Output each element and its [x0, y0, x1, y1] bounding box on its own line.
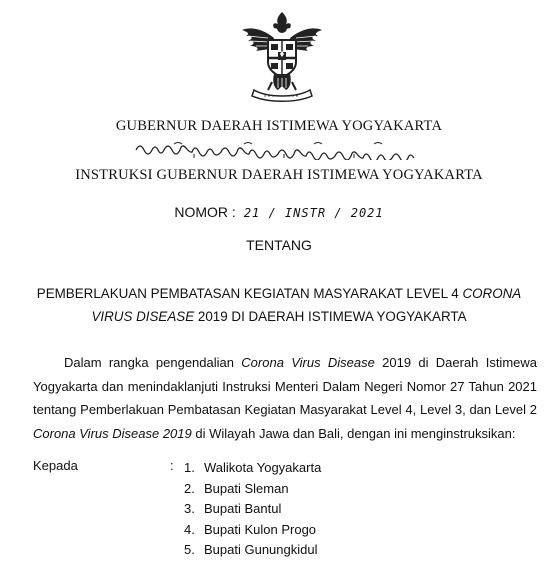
nomor-value: 21 / INSTR / 2021 — [243, 206, 384, 220]
subject-line2-italic: VIRUS DISEASE — [91, 309, 195, 324]
body-italic-2: Corona Virus Disease 2019 — [33, 425, 192, 441]
javanese-script-icon — [134, 140, 424, 160]
list-item-text: Bupati Kulon Progo — [204, 521, 317, 537]
list-item-text: Bupati Sleman — [204, 480, 289, 496]
garuda-emblem-icon — [238, 8, 326, 104]
list-item — [184, 540, 321, 561]
kepada-label: Kepada — [33, 458, 78, 473]
recipient-list — [184, 458, 321, 561]
list-item-number: 1. — [184, 460, 195, 475]
body-italic-1: Corona Virus Disease — [241, 355, 375, 370]
body-text-1: Dalam rangka pengendalian — [64, 355, 242, 370]
list-item — [184, 458, 321, 479]
body-paragraph — [33, 351, 537, 445]
nomor-line — [0, 204, 558, 220]
subject-line2-text: 2019 DI DAERAH ISTIMEWA YOGYAKARTA — [194, 309, 467, 324]
javanese-script-line — [0, 140, 558, 160]
body-text-3: di Wilayah Jawa dan Bali, dengan ini menginstruksikan: — [191, 425, 516, 441]
document-type-title: INSTRUKSI GUBERNUR DAERAH ISTIMEWA YOGYAKARTA — [75, 167, 483, 183]
list-item-text: Bupati Bantul — [204, 501, 282, 516]
list-item — [184, 520, 321, 541]
subject-line1-italic: CORONA — [462, 286, 522, 301]
list-item — [184, 479, 321, 500]
list-item-text: Walikota Yogyakarta — [204, 460, 322, 475]
subject-line1-text: PEMBERLAKUAN PEMBATASAN KEGIATAN MASYARAKAT LEVEL 4 — [36, 286, 463, 301]
subject-title — [0, 282, 558, 328]
list-item — [184, 499, 321, 520]
list-item-text: Bupati Gunungkidul — [204, 542, 318, 557]
nomor-label: NOMOR : — [174, 204, 236, 220]
list-item-number: 5. — [184, 542, 195, 557]
governor-title: GUBERNUR DAERAH ISTIMEWA YOGYAKARTA — [115, 118, 443, 134]
list-item-number: 4. — [184, 521, 195, 537]
list-item-number: 3. — [184, 501, 195, 516]
kepada-colon: : — [170, 458, 174, 473]
list-item-number: 2. — [184, 480, 195, 496]
tentang-heading: TENTANG — [246, 237, 312, 253]
body-text-2: 2019 di Daerah Istimewa Yogyakarta dan menindaklanjuti Instruksi Menteri Dalam Negeri Nomor 27 Tahun 2021 tentang Pemberlakuan Pembatasan Kegiatan Masyarakat Level 4, Level 3, dan Level 2 — [33, 355, 537, 417]
